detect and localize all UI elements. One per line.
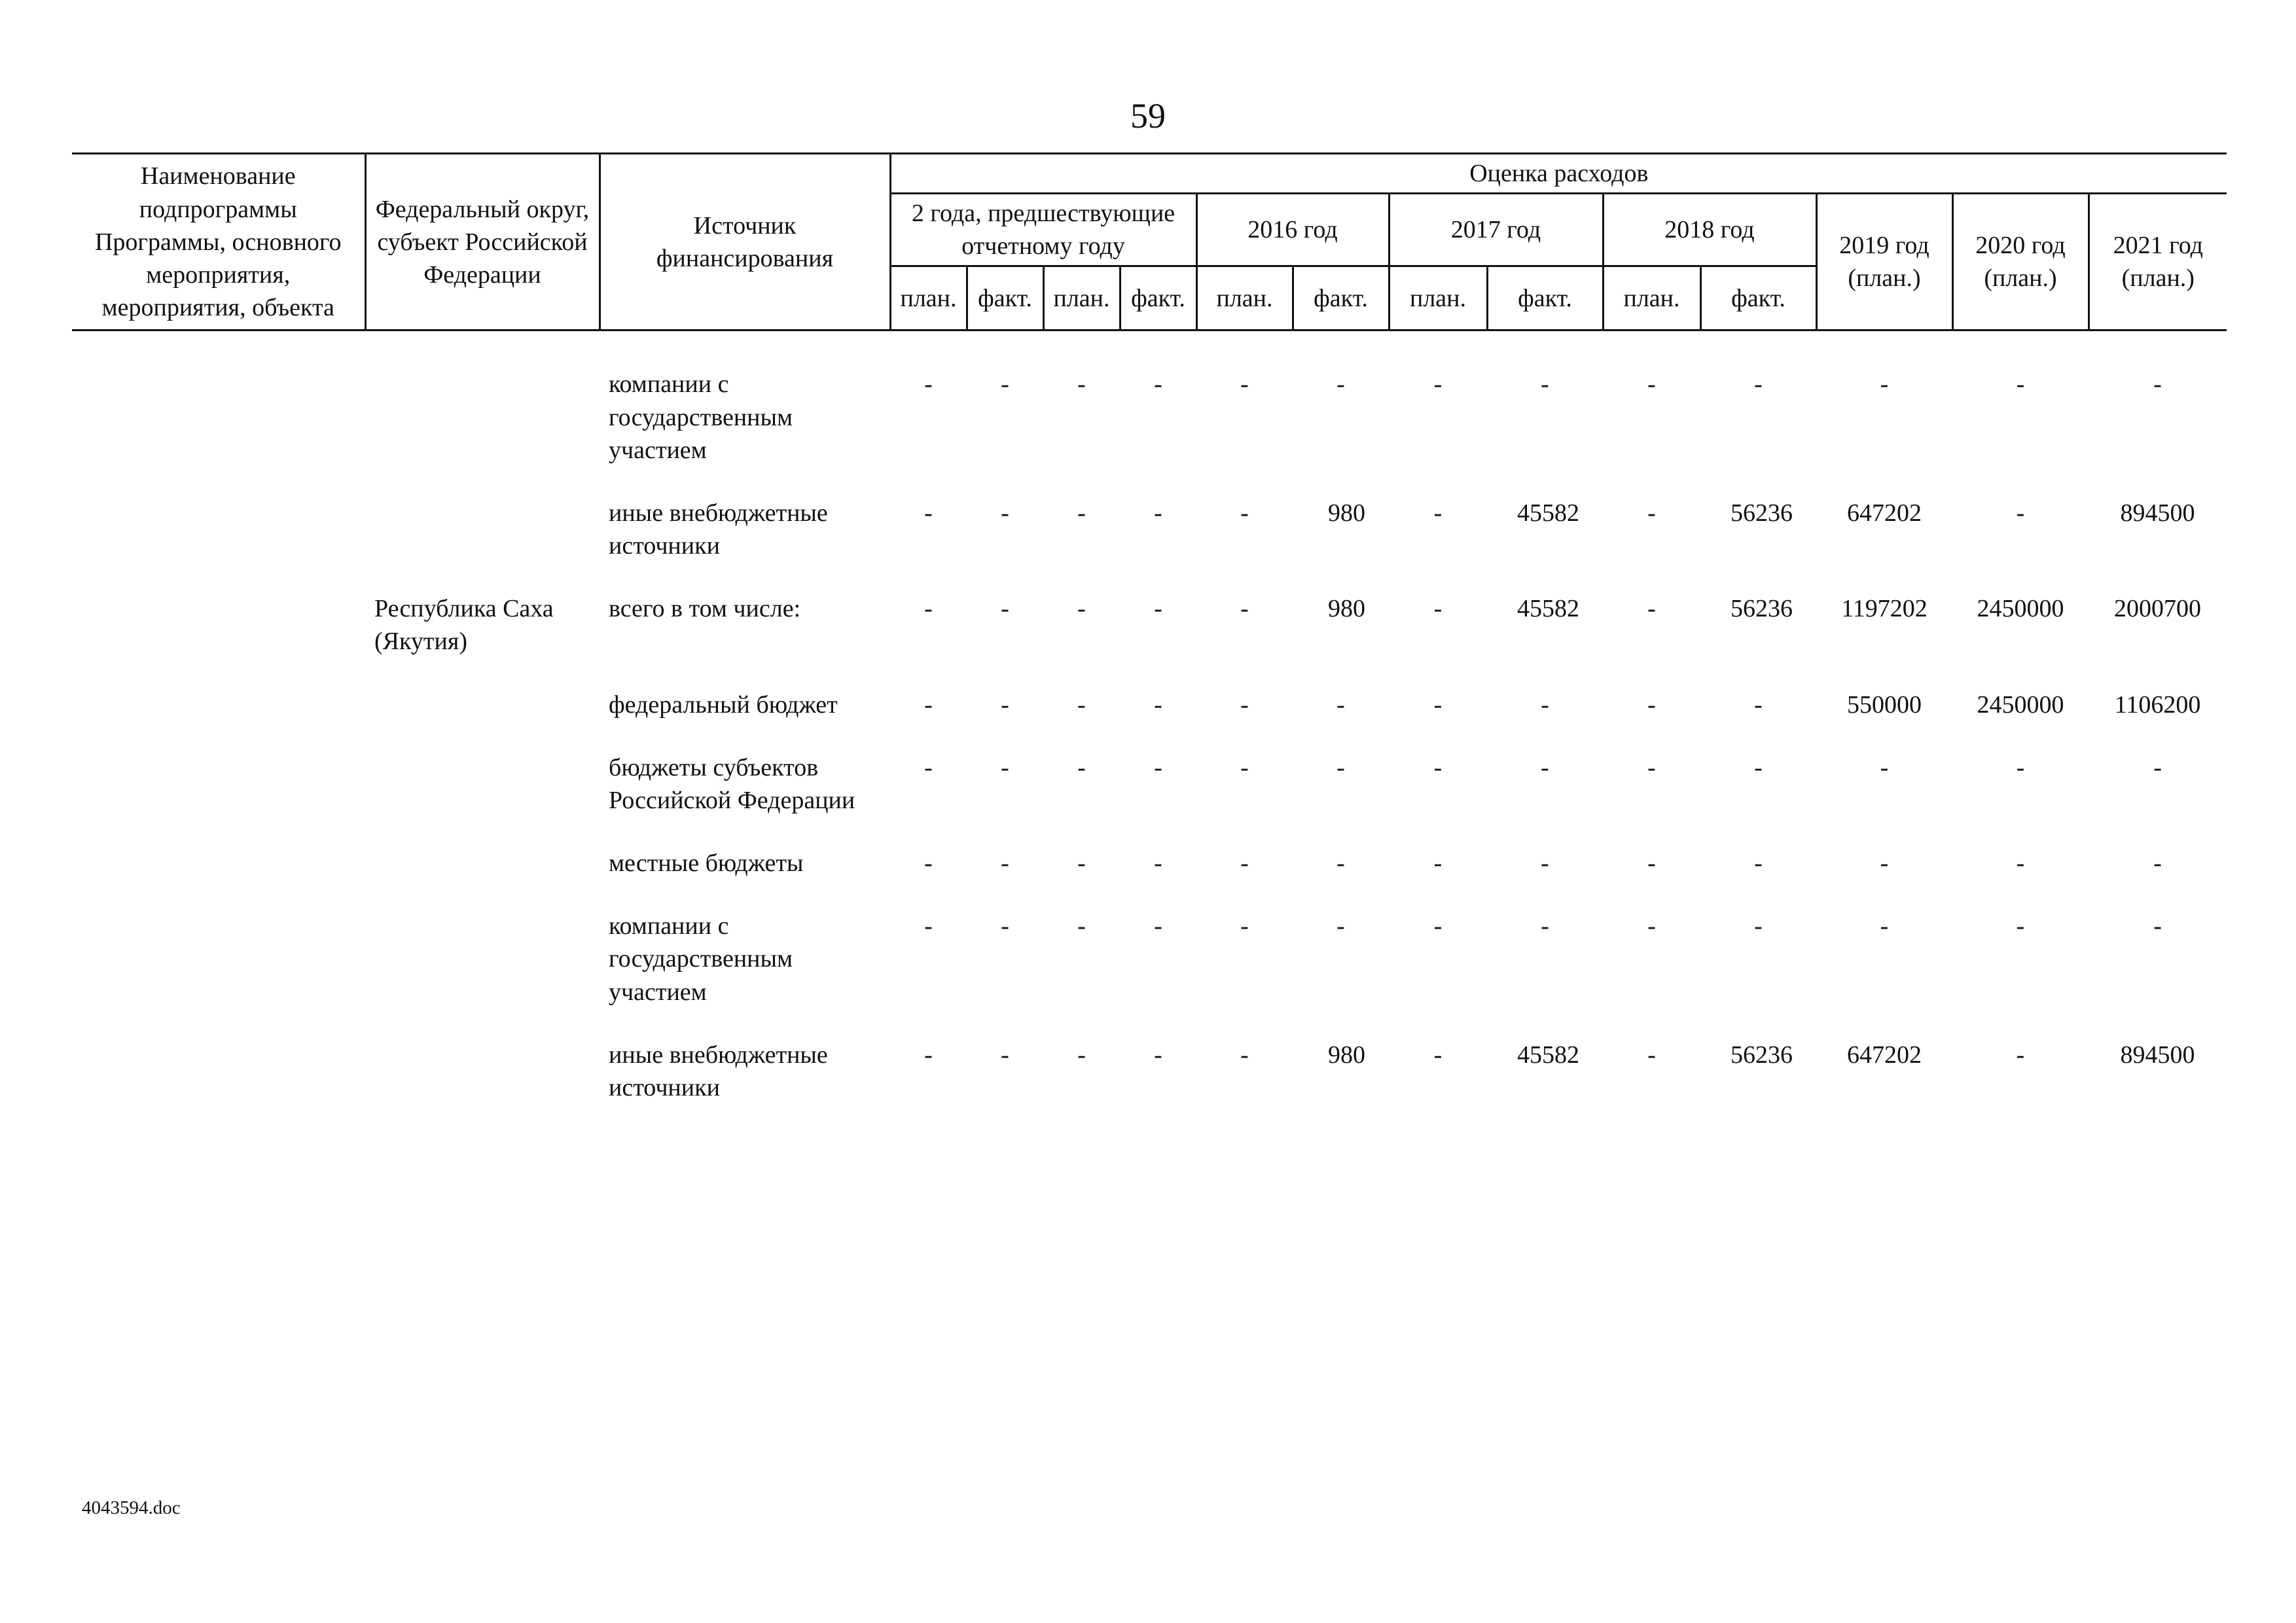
value-cell: - [924,595,933,623]
value-cell: - [2153,849,2162,878]
value-cell: - [1754,849,1763,878]
name-cell [72,847,365,910]
value-cell: 980 [1328,499,1365,527]
value-cell: - [1240,595,1249,623]
value-cell: - [1154,370,1162,399]
name-cell [72,497,365,592]
region-cell [365,751,600,847]
value-cell: - [2016,912,2025,940]
value-cell: 2000700 [2114,595,2202,623]
value-cell: 56236 [1731,499,1793,527]
value-cell: - [1754,912,1763,940]
value-cell: - [1754,753,1763,781]
region-cell [365,910,600,1038]
value-cell: - [1433,370,1443,399]
value-cell: - [1433,499,1443,527]
source-cell: федеральный бюджет [609,690,838,719]
name-cell [72,688,365,751]
value-cell: - [1433,912,1443,940]
value-cell: - [1541,690,1549,719]
value-cell: - [1754,370,1763,399]
value-cell: - [1433,1041,1443,1069]
header-fact: факт. [1120,266,1196,330]
value-cell: - [1077,690,1086,719]
header-fact: факт. [1487,266,1603,330]
table-body [72,330,2227,1134]
value-cell: - [1077,370,1086,399]
value-cell: 1197202 [1841,595,1928,623]
value-cell: - [1001,912,1009,940]
document-code: 4043594.doc [82,1497,181,1518]
header-plan: план. [890,266,967,330]
value-cell: 647202 [1847,499,1922,527]
table-row [72,847,2227,910]
table-row [72,497,2227,592]
value-cell: - [1240,690,1249,719]
name-cell [72,1039,365,1134]
value-cell: - [1647,753,1656,781]
value-cell: - [1880,370,1889,399]
value-cell: - [1541,753,1549,781]
value-cell: - [1647,690,1656,719]
header-plan: план. [1389,266,1487,330]
name-cell [72,330,365,497]
value-cell: - [1647,499,1656,527]
value-cell: - [1001,595,1009,623]
value-cell: - [1001,370,1009,399]
source-cell: иные внебюджетные источники [609,499,828,560]
value-cell: - [1154,753,1162,781]
value-cell: - [1336,753,1345,781]
value-cell: - [1240,499,1249,527]
value-cell: - [1154,595,1162,623]
source-cell: компании с государственным участием [609,370,793,464]
region-cell [365,497,600,592]
value-cell: - [1077,1041,1086,1069]
value-cell: - [1880,753,1889,781]
header-name-column: Наименование подпрограммы Программы, основного мероприятия, мероприятия, объекта [72,154,365,330]
value-cell: - [1154,1041,1162,1069]
header-2021: 2021 год (план.) [2089,194,2227,330]
region-cell [365,330,600,497]
value-cell: - [1240,1041,1249,1069]
table-row [72,330,2227,497]
header-fact: факт. [1700,266,1816,330]
value-cell: - [1541,370,1549,399]
region-cell: Республика Саха (Якутия) [374,595,554,656]
value-cell: - [1336,370,1345,399]
value-cell: - [924,370,933,399]
value-cell: 894500 [2120,1041,2195,1069]
region-cell [365,1039,600,1134]
value-cell: - [924,690,933,719]
value-cell: - [1240,370,1249,399]
table-row [72,751,2227,847]
value-cell: 1106200 [2114,690,2201,719]
value-cell: - [1240,753,1249,781]
header-region-column: Федеральный округ, субъект Российской Федерации [365,154,600,330]
value-cell: - [2016,753,2025,781]
header-plan: план. [1196,266,1293,330]
value-cell: - [1647,912,1656,940]
value-cell: - [1647,849,1656,878]
page-number: 59 [1130,96,1166,135]
value-cell: 980 [1328,595,1365,623]
value-cell: - [1240,849,1249,878]
value-cell: - [1077,753,1086,781]
value-cell: - [1001,849,1009,878]
header-plan: план. [1043,266,1120,330]
region-cell [365,688,600,751]
value-cell: - [1240,912,1249,940]
header-2018: 2018 год [1603,194,1816,266]
value-cell: - [2153,753,2162,781]
value-cell: - [1077,499,1086,527]
header-2020: 2020 год (план.) [1952,194,2089,330]
value-cell: - [1647,1041,1656,1069]
name-cell [72,910,365,1038]
value-cell: - [1336,690,1345,719]
value-cell: - [1154,849,1162,878]
value-cell: - [924,1041,933,1069]
value-cell: - [1077,595,1086,623]
value-cell: - [924,849,933,878]
source-cell: всего в том числе: [609,595,801,623]
table-header [72,154,2227,330]
header-2016: 2016 год [1196,194,1389,266]
value-cell: - [1001,1041,1009,1069]
value-cell: 2450000 [1977,690,2064,719]
table-row [72,688,2227,751]
value-cell: - [1433,849,1443,878]
value-cell: 45582 [1517,1041,1579,1069]
table-row [72,592,2227,688]
value-cell: - [1001,690,1009,719]
value-cell: - [1001,499,1009,527]
value-cell: 647202 [1847,1041,1922,1069]
header-prev-years: 2 года, предшествующие отчетному году [890,194,1196,266]
value-cell: - [2016,370,2025,399]
value-cell: - [2016,849,2025,878]
value-cell: 550000 [1847,690,1922,719]
value-cell: - [1001,753,1009,781]
value-cell: - [1880,849,1889,878]
value-cell: - [1754,690,1763,719]
header-plan: план. [1603,266,1700,330]
value-cell: - [924,499,933,527]
source-cell: компании с государственным участием [609,912,793,1006]
value-cell: 980 [1328,1041,1365,1069]
value-cell: - [1541,849,1549,878]
header-2017: 2017 год [1389,194,1603,266]
header-2019: 2019 год (план.) [1816,194,1952,330]
region-cell [365,847,600,910]
header-fact: факт. [967,266,1043,330]
value-cell: - [1541,912,1549,940]
value-cell: - [2016,499,2025,527]
expenditure-table [72,152,2227,1134]
value-cell: - [1154,499,1162,527]
source-cell: бюджеты субъектов Российской Федерации [609,753,855,814]
table-row [72,910,2227,1038]
value-cell: - [1336,849,1345,878]
source-cell: местные бюджеты [609,849,804,878]
value-cell: - [924,912,933,940]
value-cell: - [2153,912,2162,940]
value-cell: 894500 [2120,499,2195,527]
value-cell: - [1647,370,1656,399]
value-cell: - [924,753,933,781]
value-cell: - [1647,595,1656,623]
value-cell: 45582 [1517,499,1579,527]
value-cell: - [1077,849,1086,878]
value-cell: - [1433,690,1443,719]
header-estimate: Оценка расходов [890,154,2227,194]
header-fact: факт. [1293,266,1389,330]
value-cell: - [1077,912,1086,940]
source-cell: иные внебюджетные источники [609,1041,828,1101]
value-cell: 56236 [1731,1041,1793,1069]
value-cell: - [1433,753,1443,781]
value-cell: 56236 [1731,595,1793,623]
value-cell: - [1433,595,1443,623]
value-cell: - [2016,1041,2025,1069]
value-cell: - [1336,912,1345,940]
value-cell: - [1154,690,1162,719]
name-cell [72,592,365,688]
header-source-column: Источник финансирования [600,154,890,330]
value-cell: - [1154,912,1162,940]
value-cell: 2450000 [1977,595,2064,623]
value-cell: - [2153,370,2162,399]
name-cell [72,751,365,847]
table-row [72,1039,2227,1134]
value-cell: 45582 [1517,595,1579,623]
value-cell: - [1880,912,1889,940]
